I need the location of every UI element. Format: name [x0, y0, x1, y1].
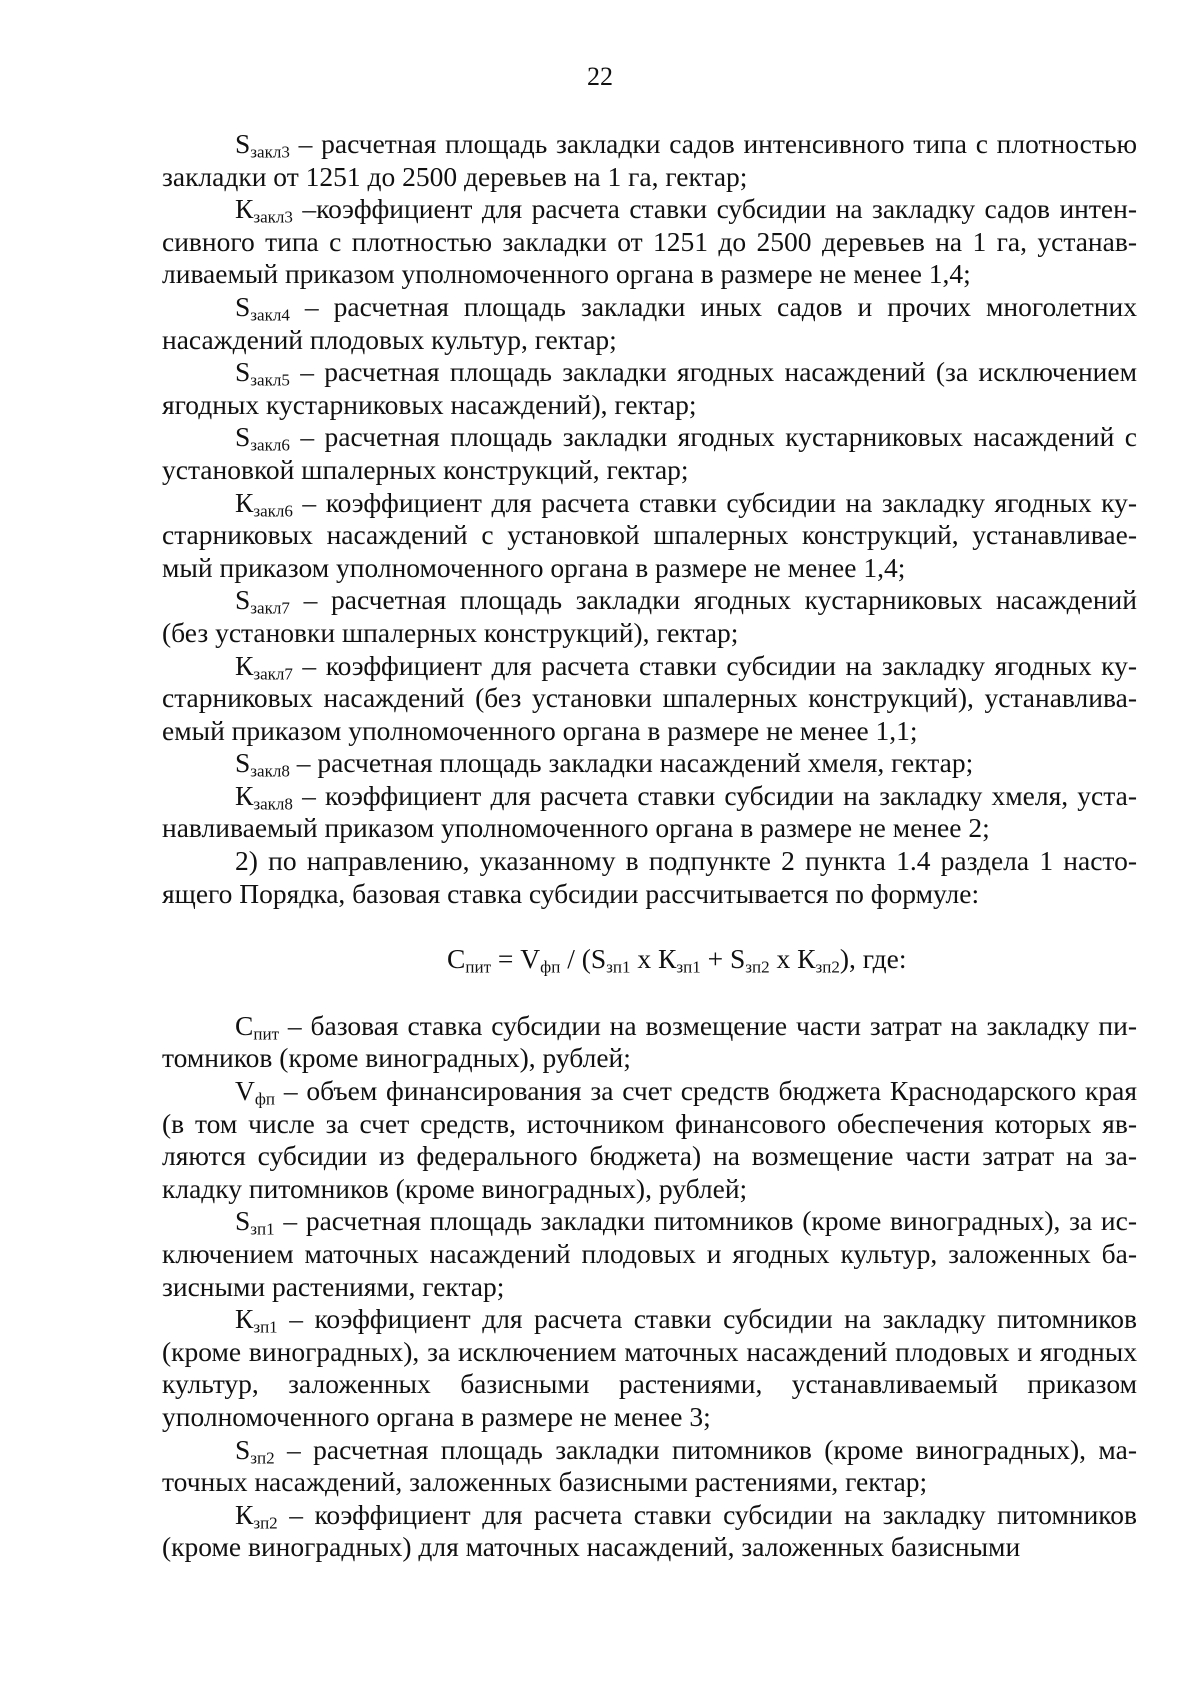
paragraph-s-zakl3: $S_{закл3}$ – расчетная площадь закладки садов интенсивного типа с плотностью закладки от 1251 до 2500 деревьев на 1 га, гектар; [162, 128, 1137, 192]
paragraph-k-zakl6: $К_{закл6}$ – коэффициент для расчета ставки субсидии на закладку ягодных кустарниковых насаждений с установкой шпалерных конструкций, устанавливаемый приказом уполномоченного органа в размере не менее 1,4; [162, 486, 1137, 583]
paragraph-k-zp2: $К_{зп2}$ – коэффициент для расчета ставки субсидии на закладку питомников (кроме виноградных) для маточных насаждений, заложенных базисными [162, 1498, 1137, 1563]
formula-base-rate: $С_{пит} = V_{фп} / (S_{зп1}$ х $К_{зп1} + S_{зп2}$ х $К_{зп2}$), где: [447, 943, 907, 977]
paragraph-k-zakl3: $К_{закл3}$ –коэффициент для расчета ставки субсидии на закладку садов интенсивного типа с плотностью закладки от 1251 до 2500 деревьев на 1 га, устанавливаемый приказом уполномоченного органа в размере не менее 1,4; [162, 193, 1137, 290]
paragraph-v-fp: $V_{фп}$ – объем финансирования за счет средств бюджета Краснодарского края (в том числе за счет средств, источником финансового обеспечения которых являются субсидии из федерального бюджета) на возмещение части затрат на закладку питомников (кроме виноградных), рублей; [162, 1075, 1137, 1204]
paragraph-k-zp1: $К_{зп1}$ – коэффициент для расчета ставки субсидии на закладку питомников (кроме виноградных), за исключением маточных насаждений плодовых и ягодных культур, заложенных базисными растениями, устанавливаемый приказом уполномоченного органа в размере не менее 3; [162, 1303, 1137, 1432]
page-number: 22 [587, 62, 613, 91]
paragraph-s-zp2: $S_{зп2}$ – расчетная площадь закладки питомников (кроме виноградных), маточных насаждений, заложенных базисными растениями, гектар; [162, 1433, 1137, 1498]
paragraph-direction-2: 2) по направлению, указанному в подпункте 2 пункта 1.4 раздела 1 настоящего Порядка, базовая ставка субсидии рассчитывается по формуле: [162, 845, 1137, 909]
paragraph-s-zakl6: $S_{закл6}$ – расчетная площадь закладки ягодных кустарниковых насаждений с установкой шпалерных конструкций, гектар; [162, 421, 1137, 485]
paragraph-k-zakl8: $К_{закл8}$ – коэффициент для расчета ставки субсидии на закладку хмеля, устанавливаемый приказом уполномоченного органа в размере не менее 2; [162, 779, 1137, 844]
paragraph-k-zakl7: $К_{закл7}$ – коэффициент для расчета ставки субсидии на закладку ягодных кустарниковых насаждений (без установки шпалерных конструкций), устанавливаемый приказом уполномоченного органа в размере не менее 1,1; [162, 649, 1137, 746]
paragraph-s-zakl5: $S_{закл5}$ – расчетная площадь закладки ягодных насаждений (за исключением ягодных кустарниковых насаждений), гектар; [162, 356, 1137, 420]
paragraph-s-zakl4: $S_{закл4}$ – расчетная площадь закладки иных садов и прочих многолетних насаждений плодовых культур, гектар; [162, 290, 1137, 355]
paragraph-s-zakl7: $S_{закл7}$ – расчетная площадь закладки ягодных кустарниковых насаждений (без установки шпалерных конструкций), гектар; [162, 584, 1137, 648]
paragraph-c-pit: $С_{пит}$ – базовая ставка субсидии на возмещение части затрат на закладку питомников (кроме виноградных), рублей; [162, 1009, 1137, 1074]
document-body [162, 128, 1137, 1564]
paragraph-s-zp1: $S_{зп1}$ – расчетная площадь закладки питомников (кроме виноградных), за исключением маточных насаждений плодовых и ягодных культур, заложенных базисными растениями, гектар; [162, 1205, 1137, 1302]
paragraph-s-zakl8: $S_{закл8}$ – расчетная площадь закладки насаждений хмеля, гектар; [235, 747, 974, 781]
